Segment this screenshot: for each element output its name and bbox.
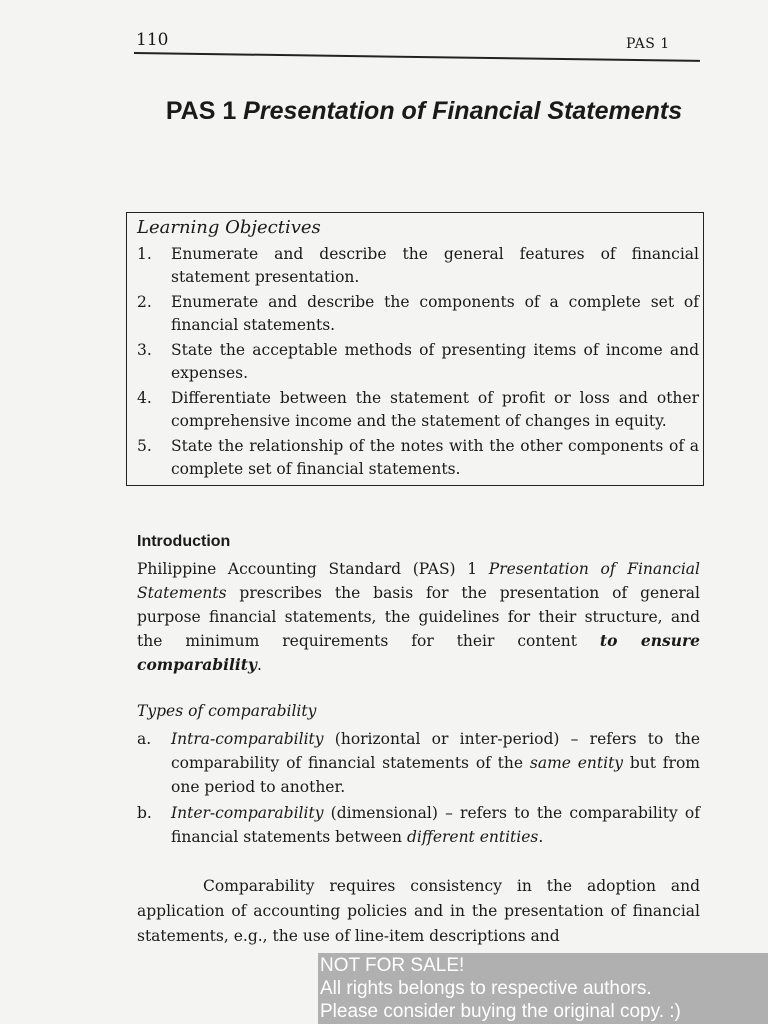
chapter-title-name: Presentation of Financial Statements (243, 97, 683, 125)
objective-item (135, 243, 699, 289)
learning-objectives-heading: Learning Objectives (137, 217, 321, 238)
objective-number: 3. (137, 341, 152, 359)
type-item (137, 727, 700, 799)
objective-number: 5. (137, 437, 152, 455)
type-text: (dimensional) – refers to the comparability of financial statements between (171, 804, 700, 846)
type-letter: a. (137, 730, 152, 748)
type-letter: b. (137, 804, 152, 822)
intro-emphasis: to ensure comparability (137, 631, 700, 674)
watermark-line-1: NOT FOR SALE! (320, 955, 465, 976)
type-text-end: . (538, 828, 544, 846)
watermark-line-3: Please consider buying the original copy. :) (320, 1001, 681, 1022)
closing-paragraph: Comparability requires consistency in the adoption and application of accounting policies and in the presentation of financial statements, e.g., the use of line-item descriptions and (137, 877, 700, 945)
running-head: PAS 1 (626, 36, 670, 52)
objective-text: Enumerate and describe the general features of financial statement presentation. (171, 245, 699, 286)
learning-objectives-box (126, 212, 704, 486)
intro-text-end: . (256, 656, 262, 674)
introduction-heading: Introduction (137, 533, 231, 550)
intro-standard-name: Presentation of Financial Statements (137, 560, 700, 602)
intro-text-2: prescribes the basis for the presentation of general purpose financial statements, the guidelines for their structure, and the minimum requirements for their content (137, 584, 700, 650)
objective-text: State the relationship of the notes with the other components of a complete set of financial statements. (171, 437, 699, 478)
objective-text: State the acceptable methods of presenting items of income and expenses. (171, 341, 699, 382)
type-emphasis: different entities (406, 828, 539, 846)
learning-objectives-list (135, 243, 699, 483)
objective-number: 4. (137, 389, 152, 407)
intro-text-1: Philippine Accounting Standard (PAS) 1 (137, 560, 489, 578)
type-emphasis: same entity (529, 754, 624, 772)
objective-item (135, 435, 699, 481)
type-text-end: but from one period to another. (171, 754, 700, 796)
type-text: (horizontal or inter-period) – refers to the comparability of financial statements of the (171, 730, 700, 772)
objective-text: Enumerate and describe the components of a complete set of financial statements. (171, 293, 699, 334)
objective-text: Differentiate between the statement of profit or loss and other comprehensive income and the statement of changes in equity. (171, 389, 699, 430)
introduction-paragraph (137, 557, 700, 677)
header-rule (134, 52, 700, 62)
chapter-title (150, 95, 698, 127)
objective-number: 2. (137, 293, 152, 311)
chapter-title-code: PAS 1 (165, 97, 244, 125)
watermark-line-2: All rights belongs to respective authors. (320, 978, 652, 999)
objective-number: 1. (137, 245, 152, 263)
objective-item (135, 387, 699, 433)
type-item (137, 801, 700, 849)
types-heading: Types of comparability (137, 702, 317, 720)
type-term: Intra-comparability (171, 730, 324, 748)
watermark-banner (318, 953, 768, 1024)
type-term: Inter-comparability (171, 804, 324, 822)
page-number: 110 (136, 30, 169, 50)
objective-item (135, 339, 699, 385)
types-list (137, 727, 700, 851)
objective-item (135, 291, 699, 337)
